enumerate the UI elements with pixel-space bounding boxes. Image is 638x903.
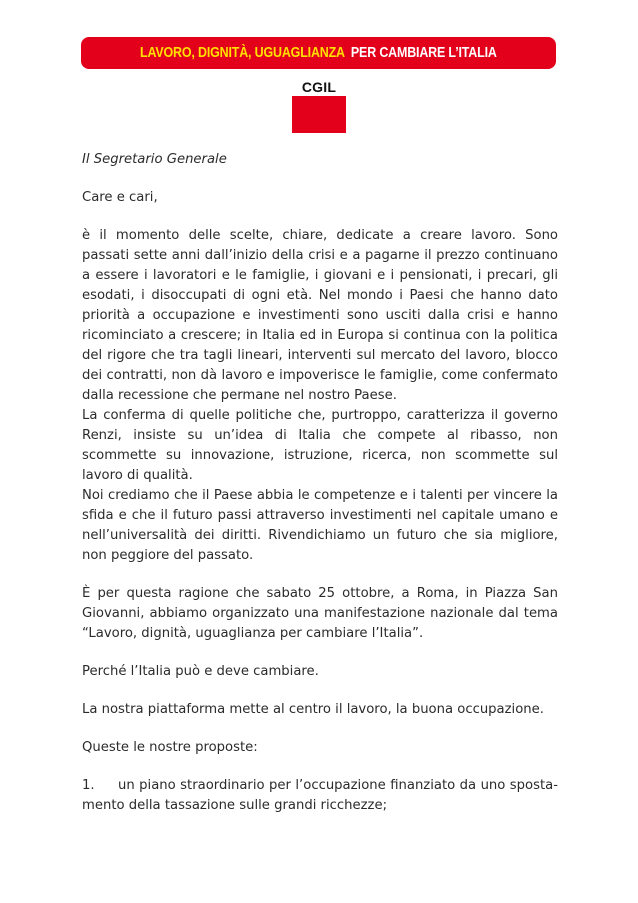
paragraph-7: Queste le nostre proposte: <box>82 740 258 755</box>
paragraph-5: Perché l’Italia può e deve cambiare. <box>82 664 319 679</box>
banner-highlight: LAVORO, DIGNITÀ, UGUAGLIANZA <box>140 45 346 61</box>
banner-text <box>140 45 497 61</box>
logo-red-block <box>292 96 346 133</box>
proposal-text: un piano straordinario per l’occupazione finanziato da uno sposta-mento della tassazione sulle grandi ricchezze; <box>82 778 558 813</box>
paragraph-6: La nostra piattaforma mette al centro il lavoro, la buona occupazione. <box>82 702 544 717</box>
paragraph-1: è il momento delle scelte, chiare, dedicate a creare lavoro. Sono passati sette anni dall’inizio della crisi e a pagarne il prezzo continuano a essere i lavoratori e le famiglie, i giovani e i pensionati, i precari, gli esodati, i disoccupati di ogni età. Nel mondo i Paesi che hanno dato priorità a occupazione e investimenti sono usciti dalla crisi e hanno ricominciato a crescere; in Italia ed in Europa si continua con la politica del rigore che tra tagli lineari, interventi sul mercato del lavoro, blocco dei contratti, non dà lavoro e impoverisce le famiglie, come confermato dalla recessione che permane nel nostro Paese. <box>82 228 558 403</box>
cgil-logo <box>292 78 346 133</box>
banner-rest: PER CAMBIARE L’ITALIA <box>351 45 497 61</box>
proposal-number: 1. <box>82 778 95 793</box>
greeting: Care e cari, <box>82 190 158 205</box>
campaign-banner <box>81 37 556 69</box>
paragraph-4: È per questa ragione che sabato 25 ottobre, a Roma, in Piazza San Giovanni, abbiamo organizzato una manifestazione nazionale dal tema “Lavoro, dignità, uguaglianza per cambiare l’Italia”. <box>82 586 558 641</box>
paragraph-2: La conferma di quelle politiche che, purtroppo, caratterizza il governo Renzi, insiste su un’idea di Italia che compete al ribasso, non scommette su innovazione, istruzione, ricerca, non scommette sul lavoro di qualità. <box>82 408 558 483</box>
proposal-item-1 <box>82 776 558 816</box>
letter-body <box>82 150 558 816</box>
logo-text: CGIL <box>301 78 337 95</box>
paragraph-3: Noi crediamo che il Paese abbia le competenze e i talenti per vincere la sfida e che il futuro passi attraverso investimenti nel capitale umano e nell’universalità dei diritti. Rivendichiamo un futuro che sia migliore, non peggiore del passato. <box>82 488 558 563</box>
signatory-title: Il Segretario Generale <box>82 152 227 167</box>
